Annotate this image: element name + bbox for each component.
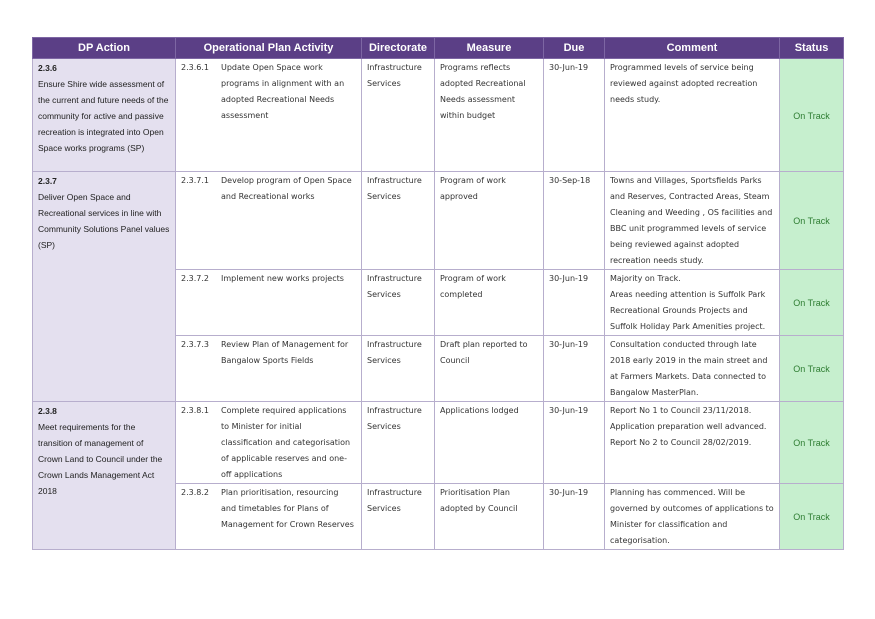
activity-cell bbox=[176, 270, 362, 336]
status-badge: On Track bbox=[780, 336, 844, 402]
dp-action-id: 2.3.6 bbox=[38, 63, 57, 73]
activity-number: 2.3.6.1 bbox=[181, 63, 209, 72]
comment-line: Application preparation well advanced. bbox=[610, 422, 767, 431]
directorate-cell: Infrastructure Services bbox=[362, 59, 435, 172]
activity-number: 2.3.7.3 bbox=[181, 340, 209, 349]
table-row bbox=[33, 172, 844, 270]
dp-action-cell bbox=[33, 402, 176, 550]
comment-cell bbox=[605, 402, 780, 484]
measure-cell: Program of work approved bbox=[435, 172, 544, 270]
directorate-cell: Infrastructure Services bbox=[362, 336, 435, 402]
comment-line: Report No 1 to Council 23/11/2018. bbox=[610, 406, 752, 415]
header-dp-action: DP Action bbox=[33, 38, 176, 59]
comment-line: Report No 2 to Council 28/02/2019. bbox=[610, 438, 752, 447]
header-measure: Measure bbox=[435, 38, 544, 59]
activity-text: Plan prioritisation, resourcing and timetables for Plans of Management for Crown Reserves bbox=[221, 488, 354, 529]
dp-action-text: Deliver Open Space and Recreational services in line with Community Solutions Panel values (SP) bbox=[38, 192, 170, 250]
activity-number: 2.3.8.1 bbox=[181, 406, 209, 415]
activity-text: Review Plan of Management for Bangalow Sports Fields bbox=[221, 340, 349, 365]
measure-cell: Applications lodged bbox=[435, 402, 544, 484]
header-comment: Comment bbox=[605, 38, 780, 59]
activity-cell bbox=[176, 484, 362, 550]
status-badge: On Track bbox=[780, 172, 844, 270]
due-cell: 30-Jun-19 bbox=[544, 484, 605, 550]
directorate-cell: Infrastructure Services bbox=[362, 270, 435, 336]
dp-action-cell bbox=[33, 59, 176, 172]
activity-cell bbox=[176, 172, 362, 270]
directorate-cell: Infrastructure Services bbox=[362, 484, 435, 550]
dp-action-cell bbox=[33, 172, 176, 402]
dp-action-id: 2.3.7 bbox=[38, 176, 57, 186]
header-operational-plan-activity: Operational Plan Activity bbox=[176, 38, 362, 59]
comment-cell: Planning has commenced. Will be governed by outcomes of applications to Minister for classification and categorisation. bbox=[605, 484, 780, 550]
measure-cell: Prioritisation Plan adopted by Council bbox=[435, 484, 544, 550]
comment-cell: Consultation conducted through late 2018 early 2019 in the main street and at Farmers Markets. Data connected to Bangalow MasterPlan. bbox=[605, 336, 780, 402]
header-directorate: Directorate bbox=[362, 38, 435, 59]
activity-text: Complete required applications to Minister for initial classification and categorisation of applicable reserves and one-off applications bbox=[221, 406, 351, 479]
status-badge: On Track bbox=[780, 270, 844, 336]
activity-text: Update Open Space work programs in alignment with an adopted Recreational Needs assessment bbox=[221, 63, 345, 120]
activity-number: 2.3.7.2 bbox=[181, 274, 209, 283]
due-cell: 30-Sep-18 bbox=[544, 172, 605, 270]
table-header-row bbox=[33, 38, 844, 59]
dp-action-text: Meet requirements for the transition of management of Crown Land to Council under the Crown Lands Management Act 2018 bbox=[38, 422, 163, 496]
measure-cell: Programs reflects adopted Recreational Needs assessment within budget bbox=[435, 59, 544, 172]
status-badge: On Track bbox=[780, 402, 844, 484]
comment-cell: Programmed levels of service being reviewed against adopted recreation needs study. bbox=[605, 59, 780, 172]
directorate-cell: Infrastructure Services bbox=[362, 402, 435, 484]
comment-cell: Towns and Villages, Sportsfields Parks and Reserves, Contracted Areas, Steam Cleaning and Weeding , OS facilities and BBC unit programmed levels of service being reviewed against adopted recreation needs study. bbox=[605, 172, 780, 270]
due-cell: 30-Jun-19 bbox=[544, 270, 605, 336]
dp-action-text: Ensure Shire wide assessment of the current and future needs of the community for active and passive recreation is integrated into Open Space works programs (SP) bbox=[38, 79, 169, 153]
header-due: Due bbox=[544, 38, 605, 59]
due-cell: 30-Jun-19 bbox=[544, 336, 605, 402]
activity-text: Develop program of Open Space and Recreational works bbox=[221, 176, 352, 201]
due-cell: 30-Jun-19 bbox=[544, 402, 605, 484]
directorate-cell: Infrastructure Services bbox=[362, 172, 435, 270]
activity-number: 2.3.7.1 bbox=[181, 176, 209, 185]
header-status: Status bbox=[780, 38, 844, 59]
status-badge: On Track bbox=[780, 484, 844, 550]
operational-plan-table bbox=[32, 37, 844, 550]
table-row bbox=[33, 59, 844, 172]
comment-line: Majority on Track. bbox=[610, 274, 681, 283]
activity-number: 2.3.8.2 bbox=[181, 488, 209, 497]
activity-cell bbox=[176, 402, 362, 484]
activity-cell bbox=[176, 59, 362, 172]
due-cell: 30-Jun-19 bbox=[544, 59, 605, 172]
measure-cell: Draft plan reported to Council bbox=[435, 336, 544, 402]
activity-cell bbox=[176, 336, 362, 402]
dp-action-id: 2.3.8 bbox=[38, 406, 57, 416]
activity-text: Implement new works projects bbox=[221, 274, 344, 283]
table-row bbox=[33, 402, 844, 484]
comment-line: Areas needing attention is Suffolk Park Recreational Grounds Projects and Suffolk Holiday Park Amenities project. bbox=[610, 290, 766, 331]
measure-cell: Program of work completed bbox=[435, 270, 544, 336]
comment-cell bbox=[605, 270, 780, 336]
status-badge: On Track bbox=[780, 59, 844, 172]
